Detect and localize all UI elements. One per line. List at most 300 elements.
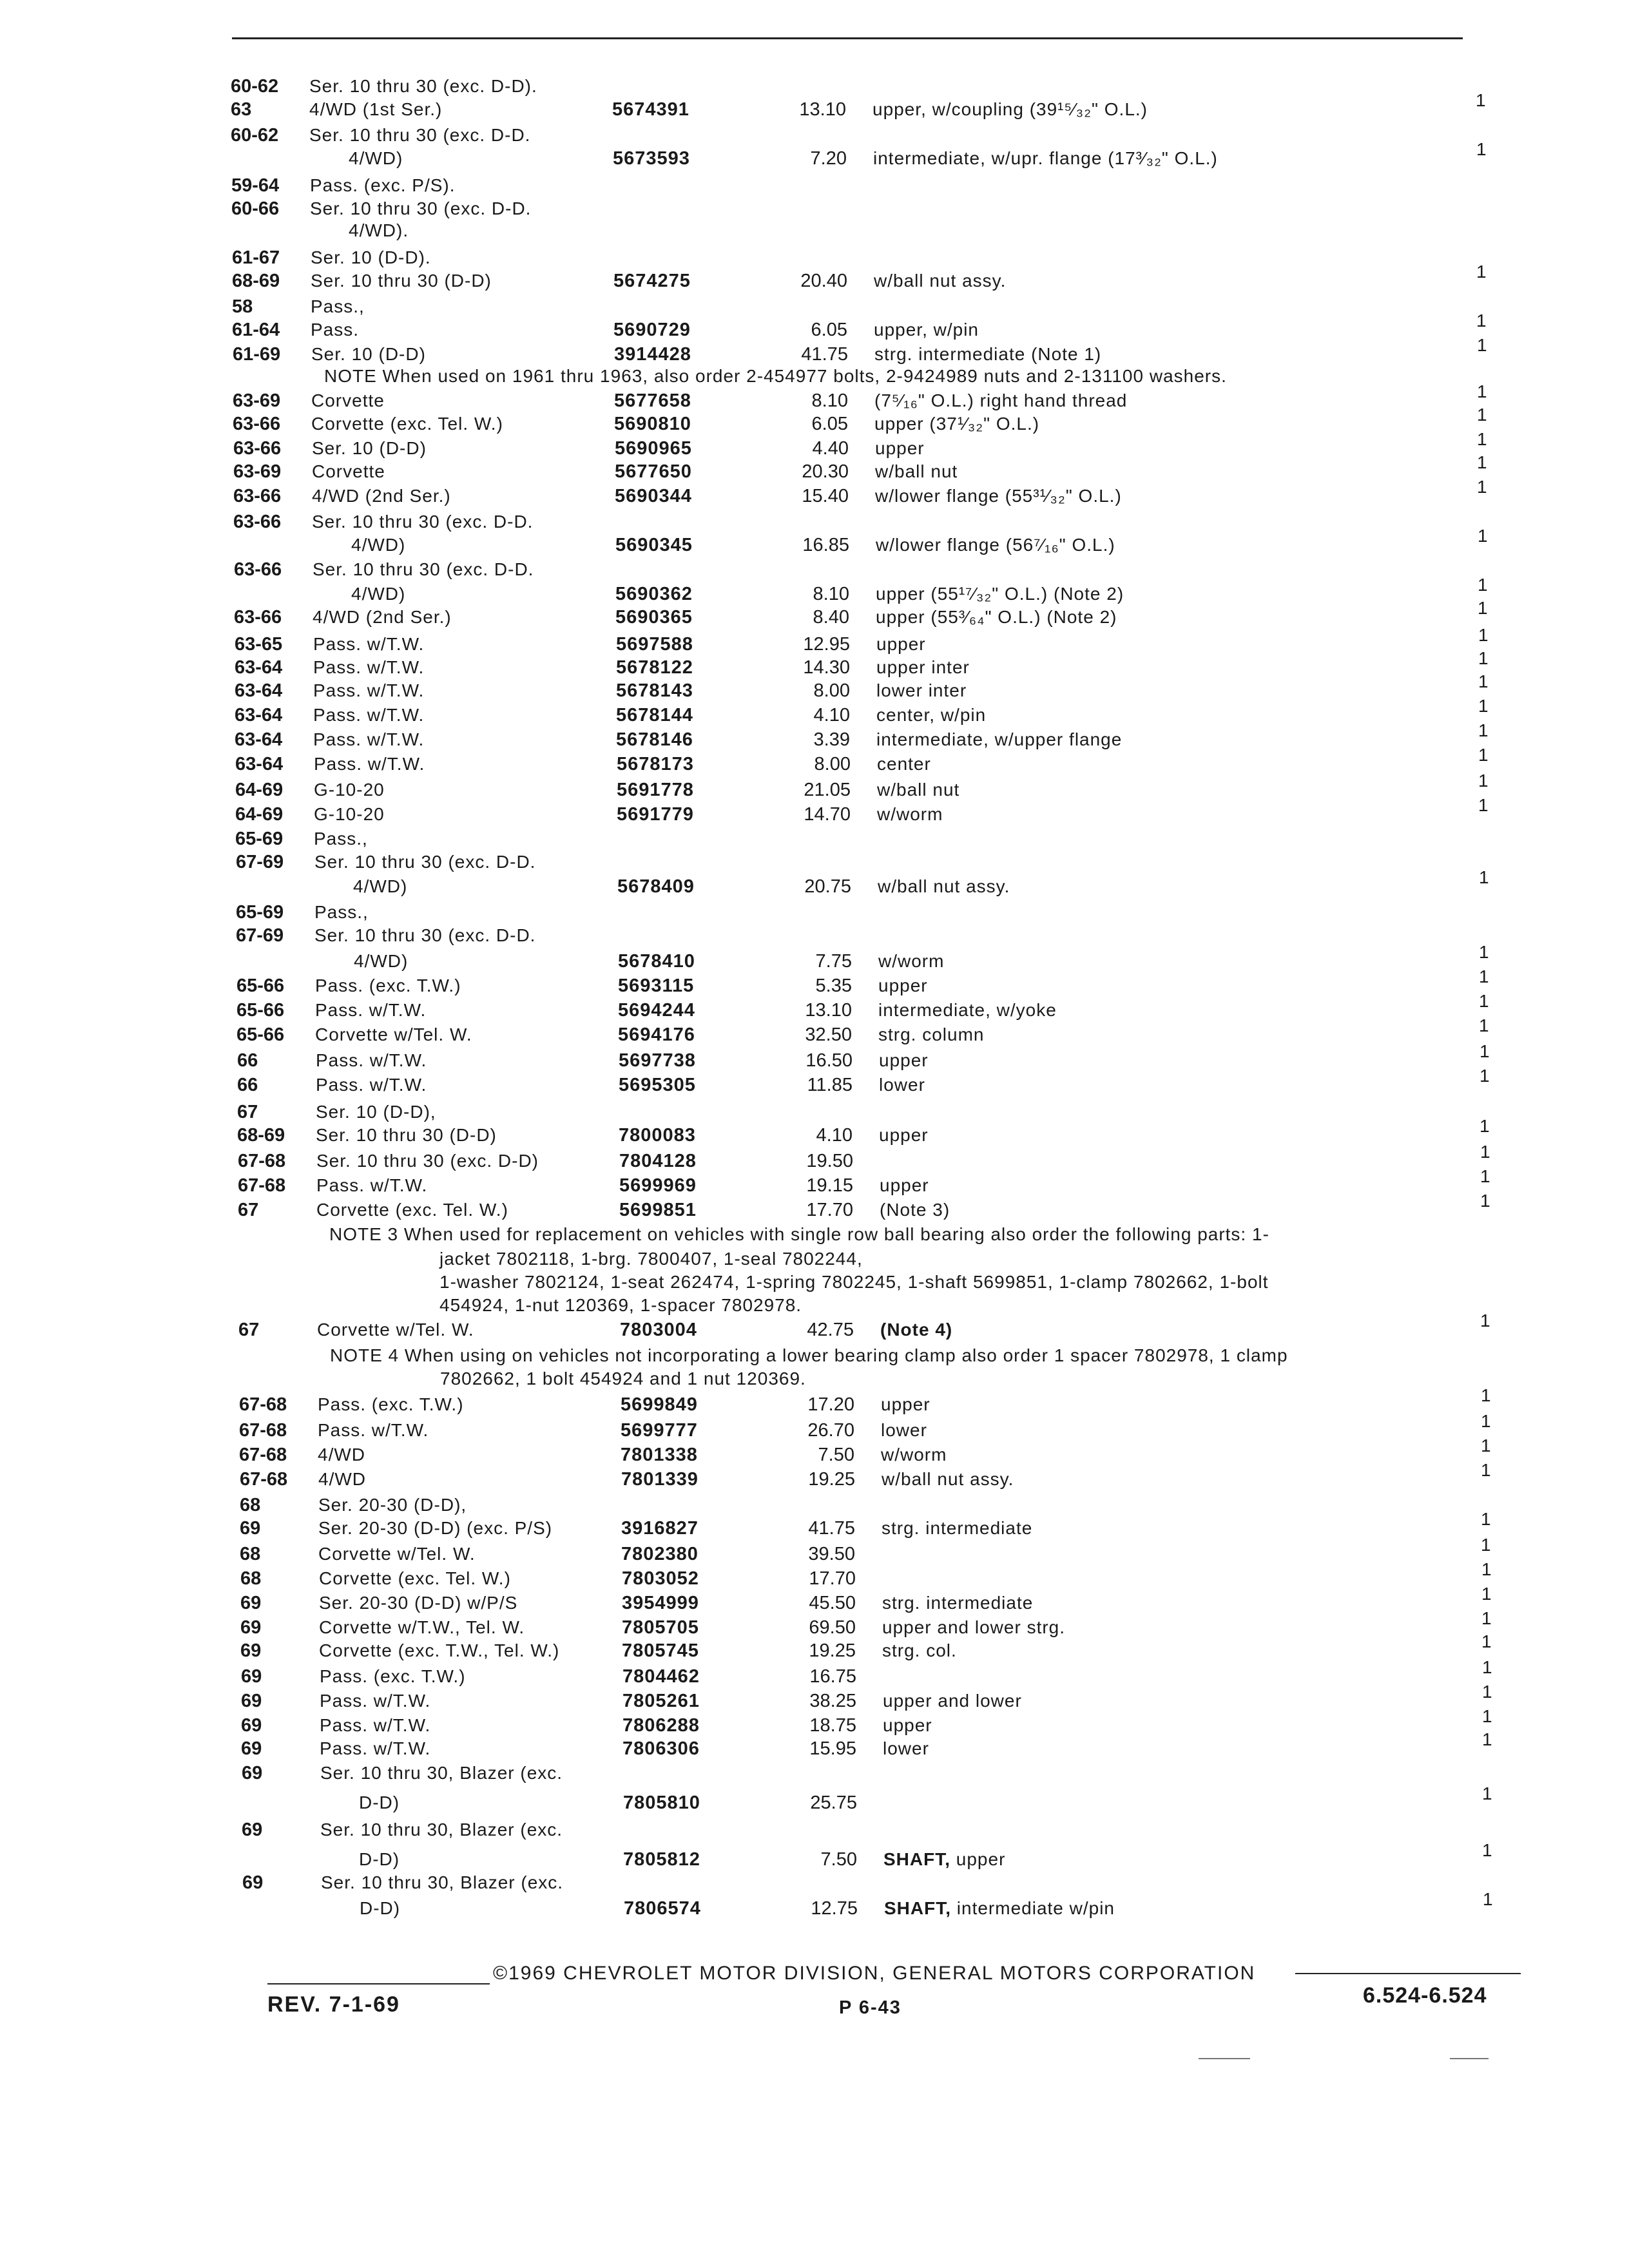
model-years: 67-68 <box>239 1420 287 1441</box>
quantity: 1 <box>1478 771 1489 791</box>
application-desc: Ser. 10 thru 30 (D-D) <box>311 271 492 291</box>
list-price: 21.05 <box>804 780 851 800</box>
page-number: P 6-43 <box>839 1997 901 2018</box>
application-desc: 4/WD (2nd Ser.) <box>313 607 452 627</box>
part-name-text: w/ball nut assy. <box>878 876 1010 896</box>
model-years: 69 <box>241 1738 262 1759</box>
quantity: 1 <box>1481 1559 1492 1579</box>
part-number: 5695305 <box>619 1075 696 1095</box>
part-name <box>880 1200 950 1220</box>
quantity: 1 <box>1479 991 1489 1011</box>
part-name-text: w/ball nut assy. <box>874 271 1007 291</box>
part-name <box>875 438 925 459</box>
model-years: 69 <box>240 1617 262 1638</box>
part-prefix: SHAFT, <box>883 1849 950 1869</box>
part-number: 5678409 <box>617 876 695 897</box>
list-price: 17.70 <box>809 1568 856 1589</box>
application-desc: Pass. w/T.W. <box>315 1000 427 1020</box>
application-desc: Pass. (exc. T.W.) <box>318 1394 464 1414</box>
model-years: 63 <box>231 99 252 120</box>
model-years: 68-69 <box>237 1125 285 1146</box>
model-years: 59-64 <box>231 175 280 196</box>
part-number: 5690729 <box>613 320 691 340</box>
model-years: 69 <box>241 1691 262 1711</box>
part-number: 5699969 <box>619 1175 697 1196</box>
list-price: 19.25 <box>809 1640 856 1661</box>
model-years: 67 <box>238 1200 259 1220</box>
list-price: 7.20 <box>810 148 847 169</box>
quantity: 1 <box>1479 1015 1489 1035</box>
application-desc: Ser. 10 thru 30 (exc. D-D). <box>309 76 537 96</box>
model-years: 67-69 <box>236 925 284 946</box>
part-name-text: (Note 3) <box>880 1200 950 1220</box>
part-name <box>876 634 926 655</box>
part-name <box>879 1050 929 1071</box>
part-name-text: upper <box>876 634 926 654</box>
part-name-text: w/ball nut assy. <box>882 1469 1014 1489</box>
application-desc: 4/WD) <box>351 584 406 604</box>
part-number: 7802380 <box>621 1544 699 1564</box>
part-name <box>878 951 944 972</box>
part-number: 7800083 <box>619 1125 696 1146</box>
model-years: 65-69 <box>236 902 284 923</box>
application-desc: D-D) <box>360 1898 401 1918</box>
part-name-text: w/ball nut <box>877 780 960 800</box>
part-number: 7805810 <box>623 1792 700 1813</box>
model-years: 65-66 <box>236 1000 285 1021</box>
quantity: 1 <box>1477 452 1487 472</box>
part-name <box>874 414 1039 434</box>
model-years: 63-66 <box>233 414 281 434</box>
application-desc: Pass. (exc. P/S). <box>310 175 456 195</box>
model-years: 68 <box>240 1495 261 1515</box>
part-name-text: upper <box>956 1849 1006 1869</box>
part-number: 5690965 <box>615 438 692 459</box>
quantity: 1 <box>1479 867 1489 887</box>
quantity: 1 <box>1480 1166 1490 1186</box>
part-number: 7805812 <box>623 1849 700 1870</box>
part-number: 7805745 <box>622 1640 699 1661</box>
quantity: 1 <box>1482 1840 1492 1860</box>
part-name <box>873 148 1218 169</box>
quantity: 1 <box>1481 1584 1492 1604</box>
part-name-text: lower <box>879 1075 925 1095</box>
part-name-text: upper <box>878 975 928 995</box>
part-number: 5678143 <box>616 680 693 701</box>
note-text: jacket 7802118, 1-brg. 7800407, 1-seal 7802244, <box>439 1249 863 1269</box>
application-desc: Pass. w/T.W. <box>320 1738 431 1758</box>
list-price: 4.40 <box>812 438 849 459</box>
application-desc: 4/WD <box>318 1445 365 1465</box>
list-price: 7.50 <box>820 1849 857 1870</box>
part-name-text: w/worm <box>878 951 945 971</box>
part-name <box>876 535 1115 555</box>
copyright-text: ©1969 CHEVROLET MOTOR DIVISION, GENERAL MOTORS CORPORATION <box>493 1963 1256 1984</box>
part-number: 5697738 <box>619 1050 696 1071</box>
model-years: 68 <box>240 1568 262 1589</box>
application-desc: Pass. w/T.W. <box>316 1075 427 1095</box>
part-name <box>876 607 1117 628</box>
model-years: 63-69 <box>233 461 282 482</box>
application-desc: Pass. w/T.W. <box>316 1050 427 1070</box>
list-price: 20.75 <box>804 876 851 897</box>
model-years: 69 <box>242 1820 263 1840</box>
model-years: 64-69 <box>235 804 284 825</box>
model-years: 63-64 <box>235 705 283 726</box>
part-number: 7803052 <box>622 1568 699 1589</box>
part-name <box>875 461 958 482</box>
list-price: 39.50 <box>808 1544 855 1564</box>
part-name-text: lower inter <box>876 680 967 700</box>
application-desc: Corvette (exc. Tel. W.) <box>319 1568 511 1588</box>
part-name-text: lower <box>881 1420 927 1440</box>
part-name <box>876 657 970 678</box>
application-desc: Pass. w/T.W. <box>313 705 425 725</box>
part-name <box>883 1691 1022 1711</box>
part-name-text: upper <box>879 1125 929 1145</box>
list-price: 8.00 <box>813 680 850 701</box>
quantity: 1 <box>1481 1436 1491 1456</box>
part-name <box>874 271 1006 291</box>
model-years: 63-64 <box>235 680 283 701</box>
list-price: 16.85 <box>802 535 849 555</box>
part-name <box>872 99 1148 120</box>
quantity: 1 <box>1477 429 1487 449</box>
model-years: 63-66 <box>234 607 282 628</box>
part-name <box>878 1024 985 1045</box>
part-number: 7801338 <box>621 1445 698 1465</box>
part-name <box>876 584 1124 604</box>
application-desc: Ser. 10 thru 30 (exc. D-D. <box>310 198 532 218</box>
note-text: NOTE 4 When using on vehicles not incorporating a lower bearing clamp also order 1 spacer 7802978, 1 clamp <box>330 1345 1288 1365</box>
part-name <box>878 1000 1057 1021</box>
quantity: 1 <box>1483 1889 1493 1909</box>
part-number: 5691778 <box>617 780 694 800</box>
model-years: 61-64 <box>232 320 280 340</box>
application-desc: D-D) <box>359 1849 400 1869</box>
model-years: 63-66 <box>233 438 282 459</box>
model-years: 65-69 <box>235 829 284 849</box>
list-price: 20.40 <box>800 271 847 291</box>
quantity: 1 <box>1478 720 1489 740</box>
part-name <box>884 1898 1115 1919</box>
footer-rule-right <box>1295 1973 1521 1974</box>
part-name <box>882 1640 957 1661</box>
model-years: 68 <box>240 1544 261 1564</box>
model-years: 67-68 <box>239 1445 287 1465</box>
model-years: 63-66 <box>234 559 282 580</box>
part-number: 5693115 <box>618 975 695 996</box>
top-rule <box>232 37 1463 39</box>
application-desc: Ser. 10 (D-D), <box>316 1102 436 1122</box>
note-text: NOTE 3 When used for replacement on vehicles with single row ball bearing also order the following parts: 1- <box>329 1224 1269 1244</box>
list-price: 8.10 <box>813 584 849 604</box>
application-desc: Pass. w/T.W. <box>313 680 425 700</box>
part-number: 5694176 <box>618 1024 695 1045</box>
part-name-text: upper (55¹⁷⁄₃₂" O.L.) (Note 2) <box>876 584 1124 604</box>
application-desc: Ser. 10 thru 30, Blazer (exc. <box>320 1820 563 1840</box>
list-price: 41.75 <box>808 1518 855 1539</box>
part-name-text: w/ball nut <box>875 461 958 481</box>
part-name-text: center <box>877 754 931 774</box>
application-desc: 4/WD (2nd Ser.) <box>312 486 451 506</box>
quantity: 1 <box>1479 966 1489 986</box>
application-desc: Ser. 20-30 (D-D) w/P/S <box>319 1593 518 1613</box>
application-desc: 4/WD) <box>354 951 409 971</box>
part-name-text: upper, w/pin <box>874 320 979 340</box>
quantity: 1 <box>1482 1682 1492 1702</box>
list-price: 18.75 <box>809 1715 856 1736</box>
application-desc: Corvette w/Tel. W. <box>318 1544 476 1564</box>
part-number: 5694244 <box>618 1000 695 1021</box>
quantity: 1 <box>1478 526 1488 546</box>
list-price: 32.50 <box>805 1024 852 1045</box>
quantity: 1 <box>1480 1142 1490 1162</box>
part-number: 5678173 <box>617 754 694 774</box>
application-desc: Pass. (exc. T.W.) <box>320 1666 466 1686</box>
application-desc: D-D) <box>359 1792 400 1812</box>
application-desc: 4/WD) <box>353 876 408 896</box>
model-years: 67 <box>238 1320 260 1340</box>
part-name <box>883 1715 932 1736</box>
application-desc: Pass., <box>314 902 369 922</box>
part-name-text: upper inter <box>876 657 970 677</box>
quantity: 1 <box>1478 598 1488 618</box>
quantity: 1 <box>1482 1657 1492 1677</box>
model-years: 63-69 <box>233 390 281 411</box>
part-number: 5678146 <box>616 729 693 750</box>
part-name-text: upper <box>883 1715 932 1735</box>
model-years: 66 <box>237 1075 258 1095</box>
part-number: 3916827 <box>621 1518 699 1539</box>
quantity: 1 <box>1477 381 1487 401</box>
part-number: 5690345 <box>615 535 693 555</box>
list-price: 16.75 <box>809 1666 856 1687</box>
part-prefix: SHAFT, <box>884 1898 951 1918</box>
application-desc: Pass. w/T.W. <box>316 1175 428 1195</box>
part-name-text: upper, w/coupling (39¹⁵⁄₃₂" O.L.) <box>872 99 1148 119</box>
part-name <box>882 1593 1033 1613</box>
part-name-text: strg. intermediate <box>882 1518 1033 1538</box>
part-name-text: w/worm <box>881 1445 947 1465</box>
part-number: 7804462 <box>622 1666 700 1687</box>
list-price: 20.30 <box>802 461 849 482</box>
part-number: 5690810 <box>614 414 691 434</box>
part-name <box>880 1175 929 1196</box>
application-desc: Pass. w/T.W. <box>318 1420 429 1440</box>
list-price: 8.10 <box>811 390 848 411</box>
list-price: 15.40 <box>802 486 849 506</box>
quantity: 1 <box>1478 795 1489 815</box>
part-number: 3954999 <box>622 1593 699 1613</box>
part-name <box>881 1445 947 1465</box>
part-name <box>878 876 1010 897</box>
model-years: 60-62 <box>231 76 279 97</box>
part-name-text: upper <box>880 1175 929 1195</box>
quantity: 1 <box>1478 575 1488 595</box>
part-name <box>875 486 1122 506</box>
model-years: 60-66 <box>231 198 280 219</box>
part-number: 5673593 <box>613 148 690 169</box>
application-desc: Ser. 10 thru 30 (exc. D-D. <box>313 559 534 579</box>
application-desc: Corvette w/Tel. W. <box>315 1024 472 1044</box>
part-number: 7806574 <box>624 1898 701 1919</box>
quantity: 1 <box>1476 139 1487 159</box>
quantity: 1 <box>1481 1608 1492 1628</box>
part-number: 5690365 <box>615 607 693 628</box>
part-name-text: intermediate w/pin <box>956 1898 1115 1918</box>
list-price: 19.25 <box>808 1469 855 1490</box>
application-desc: Pass., <box>311 296 365 316</box>
list-price: 7.50 <box>818 1445 854 1465</box>
part-name <box>881 1394 930 1415</box>
model-years: 60-62 <box>231 125 279 146</box>
quantity: 1 <box>1481 1411 1491 1431</box>
model-years: 69 <box>242 1872 264 1893</box>
part-name <box>883 1738 929 1759</box>
application-desc: Ser. 10 thru 30, Blazer (exc. <box>321 1872 564 1892</box>
part-name <box>879 1075 925 1095</box>
part-name <box>883 1849 1005 1870</box>
quantity: 1 <box>1478 745 1489 765</box>
part-number: 7806288 <box>622 1715 700 1736</box>
part-name <box>877 780 959 800</box>
part-number: 5678122 <box>616 657 693 678</box>
note-text: 454924, 1-nut 120369, 1-spacer 7802978. <box>439 1295 802 1315</box>
part-name <box>879 1125 929 1146</box>
part-number: 5678144 <box>616 705 693 726</box>
part-number: 5699851 <box>619 1200 697 1220</box>
quantity: 1 <box>1478 625 1489 645</box>
part-name <box>874 320 979 340</box>
model-years: 63-64 <box>235 657 283 678</box>
part-number: 5691779 <box>617 804 694 825</box>
application-desc: Corvette <box>311 390 385 410</box>
part-name-text: upper <box>875 438 925 458</box>
application-desc: Corvette <box>312 461 385 481</box>
part-name-text: upper <box>881 1394 930 1414</box>
part-name <box>881 1420 927 1441</box>
list-price: 11.85 <box>807 1075 853 1095</box>
note-text: NOTE When used on 1961 thru 1963, also order 2-454977 bolts, 2-9424989 nuts and 2-131100 washers. <box>324 366 1227 386</box>
list-price: 19.15 <box>806 1175 853 1196</box>
quantity: 1 <box>1480 1041 1490 1061</box>
list-price: 38.25 <box>809 1691 856 1711</box>
quantity: 1 <box>1482 1706 1492 1726</box>
application-desc: Ser. 10 thru 30 (exc. D-D) <box>316 1151 539 1171</box>
part-name <box>876 705 986 726</box>
footer-rule-left <box>267 1983 490 1984</box>
part-number: 5690344 <box>615 486 692 506</box>
application-desc: 4/WD) <box>351 535 406 555</box>
model-years: 65-66 <box>236 1024 285 1045</box>
part-name <box>874 344 1101 365</box>
part-name-text: center, w/pin <box>876 705 987 725</box>
quantity: 1 <box>1480 1311 1490 1331</box>
part-number: 5699849 <box>621 1394 698 1415</box>
part-number: 5677658 <box>614 390 691 411</box>
quantity: 1 <box>1476 311 1487 331</box>
application-desc: Ser. 10 (D-D). <box>311 247 431 267</box>
application-desc: Corvette (exc. T.W., Tel. W.) <box>319 1640 560 1660</box>
list-price: 17.70 <box>806 1200 853 1220</box>
list-price: 3.39 <box>813 729 850 750</box>
part-name-text: strg. intermediate <box>882 1593 1034 1613</box>
part-name-text: w/lower flange (56⁷⁄₁₆" O.L.) <box>876 535 1115 555</box>
quantity: 1 <box>1478 671 1489 691</box>
application-desc: Pass. (exc. T.W.) <box>315 975 461 995</box>
part-name-text: upper (37¹⁄₃₂" O.L.) <box>874 414 1040 434</box>
list-price: 4.10 <box>816 1125 853 1146</box>
part-number: 7803004 <box>620 1320 697 1340</box>
list-price: 5.35 <box>815 975 852 996</box>
application-desc: G-10-20 <box>314 780 385 800</box>
list-price: 25.75 <box>810 1792 857 1813</box>
list-price: 12.75 <box>811 1898 858 1919</box>
model-years: 67-68 <box>238 1175 286 1196</box>
part-name-text: (Note 4) <box>880 1320 953 1340</box>
quantity: 1 <box>1480 1191 1490 1211</box>
model-years: 66 <box>237 1050 258 1071</box>
part-number: 5690362 <box>615 584 693 604</box>
model-years: 63-66 <box>233 512 282 532</box>
list-price: 8.40 <box>813 607 849 628</box>
application-desc: G-10-20 <box>314 804 385 824</box>
part-number: 5674391 <box>612 99 689 120</box>
quantity: 1 <box>1480 1116 1490 1136</box>
revision-date: REV. 7-1-69 <box>267 1992 400 2017</box>
application-desc: Corvette (exc. Tel. W.) <box>316 1200 508 1220</box>
application-desc: 4/WD). <box>349 220 409 240</box>
application-desc: Ser. 10 thru 30 (exc. D-D. <box>314 925 536 945</box>
application-desc: Corvette (exc. Tel. W.) <box>311 414 503 434</box>
part-name-text: w/lower flange (55³¹⁄₃₂" O.L.) <box>875 486 1122 506</box>
application-desc: 4/WD) <box>349 148 403 168</box>
model-years: 67-69 <box>236 852 284 872</box>
part-name-text: lower <box>883 1738 929 1758</box>
part-name <box>882 1469 1014 1490</box>
part-name-text: w/worm <box>877 804 943 824</box>
list-price: 6.05 <box>811 320 847 340</box>
part-name-text: strg. col. <box>882 1640 957 1660</box>
model-years: 61-67 <box>232 247 280 268</box>
quantity: 1 <box>1476 262 1487 282</box>
quantity: 1 <box>1482 1783 1492 1803</box>
part-name-text: intermediate, w/yoke <box>878 1000 1057 1020</box>
list-price: 26.70 <box>807 1420 854 1441</box>
part-name <box>877 754 931 774</box>
list-price: 14.70 <box>804 804 851 825</box>
part-name <box>876 729 1122 750</box>
quantity: 1 <box>1478 696 1489 716</box>
model-years: 67 <box>237 1102 258 1122</box>
model-years: 69 <box>240 1593 262 1613</box>
model-years: 68-69 <box>232 271 280 291</box>
model-years: 65-66 <box>236 975 285 996</box>
list-price: 8.00 <box>814 754 851 774</box>
application-desc: Ser. 10 thru 30 (exc. D-D. <box>312 512 534 532</box>
quantity: 1 <box>1477 335 1487 355</box>
model-years: 64-69 <box>235 780 284 800</box>
model-years: 69 <box>241 1715 262 1736</box>
list-price: 7.75 <box>815 951 852 972</box>
application-desc: Ser. 10 thru 30 (exc. D-D. <box>314 852 536 872</box>
quantity: 1 <box>1481 1535 1491 1555</box>
part-name-text: upper (55³⁄₆₄" O.L.) (Note 2) <box>876 607 1117 627</box>
quantity: 1 <box>1477 477 1487 497</box>
part-number: 7804128 <box>619 1151 697 1171</box>
list-price: 19.50 <box>806 1151 853 1171</box>
